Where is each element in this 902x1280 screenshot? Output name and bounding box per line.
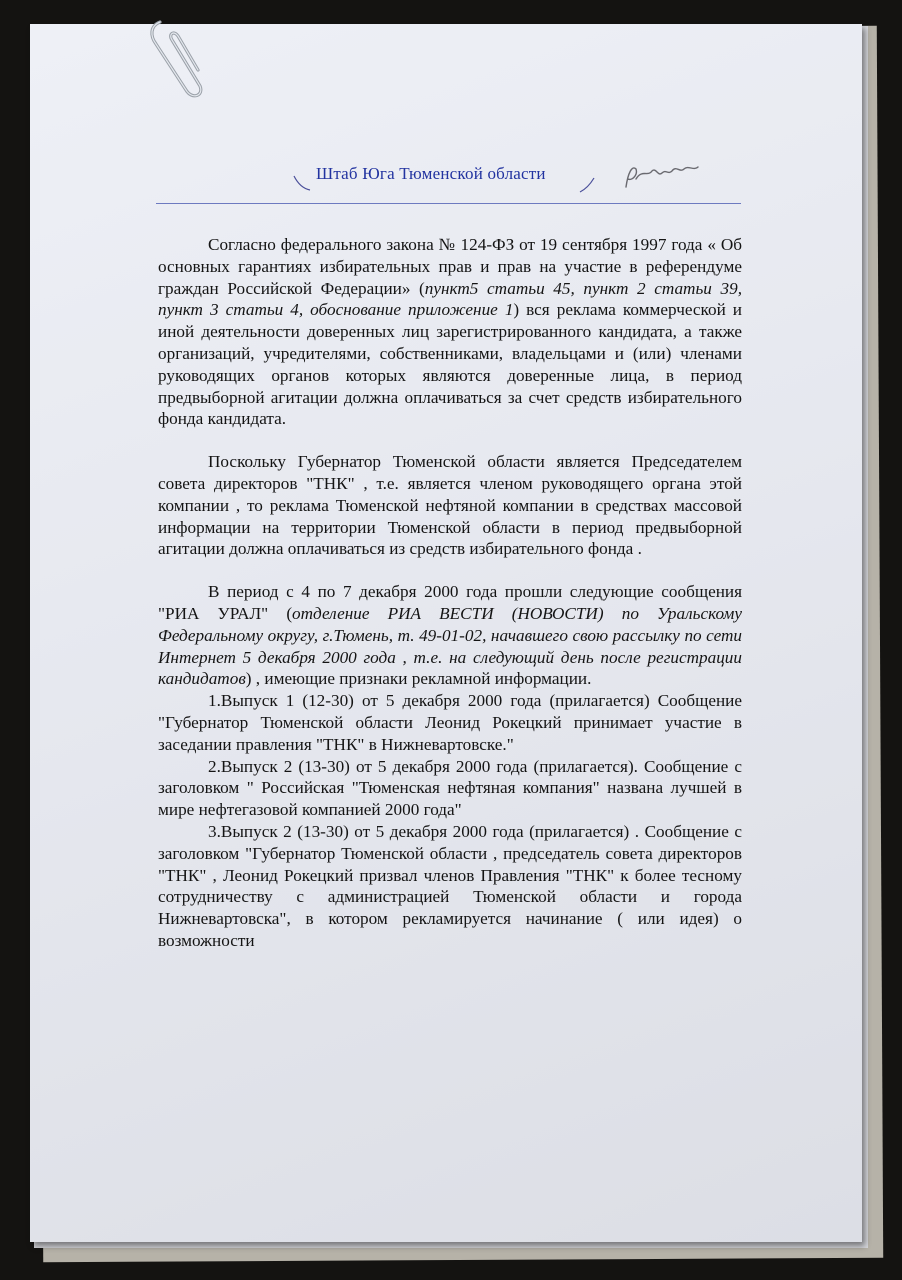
list-item-issue-1: 1.Выпуск 1 (12-30) от 5 декабря 2000 года (прилагается) Сообщение "Губернатор Тюменской области Леонид Рокецкий принимает участие в заседании правления "ТНК" в Нижневартовске." — [158, 691, 742, 754]
letterhead-title: Штаб Юга Тюменской области — [316, 164, 546, 183]
list-item-issue-2: 2.Выпуск 2 (13-30) от 5 декабря 2000 года (прилагается). Сообщение с заголовком " Российская "Тюменская нефтяная компания" названа лучшей в мире нефтегазовой компанией 2000 года" — [158, 756, 742, 820]
paperclip-icon — [138, 14, 208, 104]
letterhead-divider — [156, 203, 741, 204]
paragraph-law-reference: Согласно федерального закона № 124-ФЗ от 19 сентября 1997 года « Об основных гарантиях избирательных прав и прав на участие в референдуме граждан Российской Федерации» (пункт5 статьи 45, пункт 2 статьи 39, пункт 3 статьи 4, обоснование приложение 1) вся реклама коммерческой и иной деятельности доверенных лиц зарегистрированного кандидата, а также организаций, учредителями, собственниками, владельцами и (или) членами руководящих органов которых являются доверенные лица, в период предвыборной агитации должна оплачиваться за счет средств избирательного фонда кандидата. — [158, 235, 743, 429]
list-item-issue-3: 3.Выпуск 2 (13-30) от 5 декабря 2000 года (прилагается) . Сообщение с заголовком "Губернатор Тюменской области , председатель совета директоров "ТНК" , Леонид Рокецкий призвал членов Правления "ТНК" к более тесному сотрудничеству с администрацией Тюменской области и города Нижневартовска", в котором рекламируется начинание ( или идея) о возможности — [158, 821, 742, 950]
handwritten-note — [618, 155, 708, 195]
paragraph-governor-tnk: Поскольку Губернатор Тюменской области является Председателем совета директоров "ТНК" , т.е. является членом руководящего органа этой компании , то реклама Тюменской нефтяной компании в средствах массовой информации на территории Тюменской области в период предвыборной агитации должна оплачиваться из средств избирательного фонда . — [158, 452, 742, 559]
document-body — [158, 234, 742, 952]
paragraph-ria-ural: В период с 4 по 7 декабря 2000 года прошли следующие сообщения "РИА УРАЛ" (отделение РИА ВЕСТИ (НОВОСТИ) по Уральскому Федеральному округу, г.Тюмень, т. 49-01-02, начавшего свою рассылку по сети Интернет 5 декабря 2000 года , т.е. на следующий день после регистрации кандидатов) , имеющие признаки рекламной информации. — [158, 582, 742, 689]
handwritten-note-text: д.рии — [648, 193, 651, 194]
